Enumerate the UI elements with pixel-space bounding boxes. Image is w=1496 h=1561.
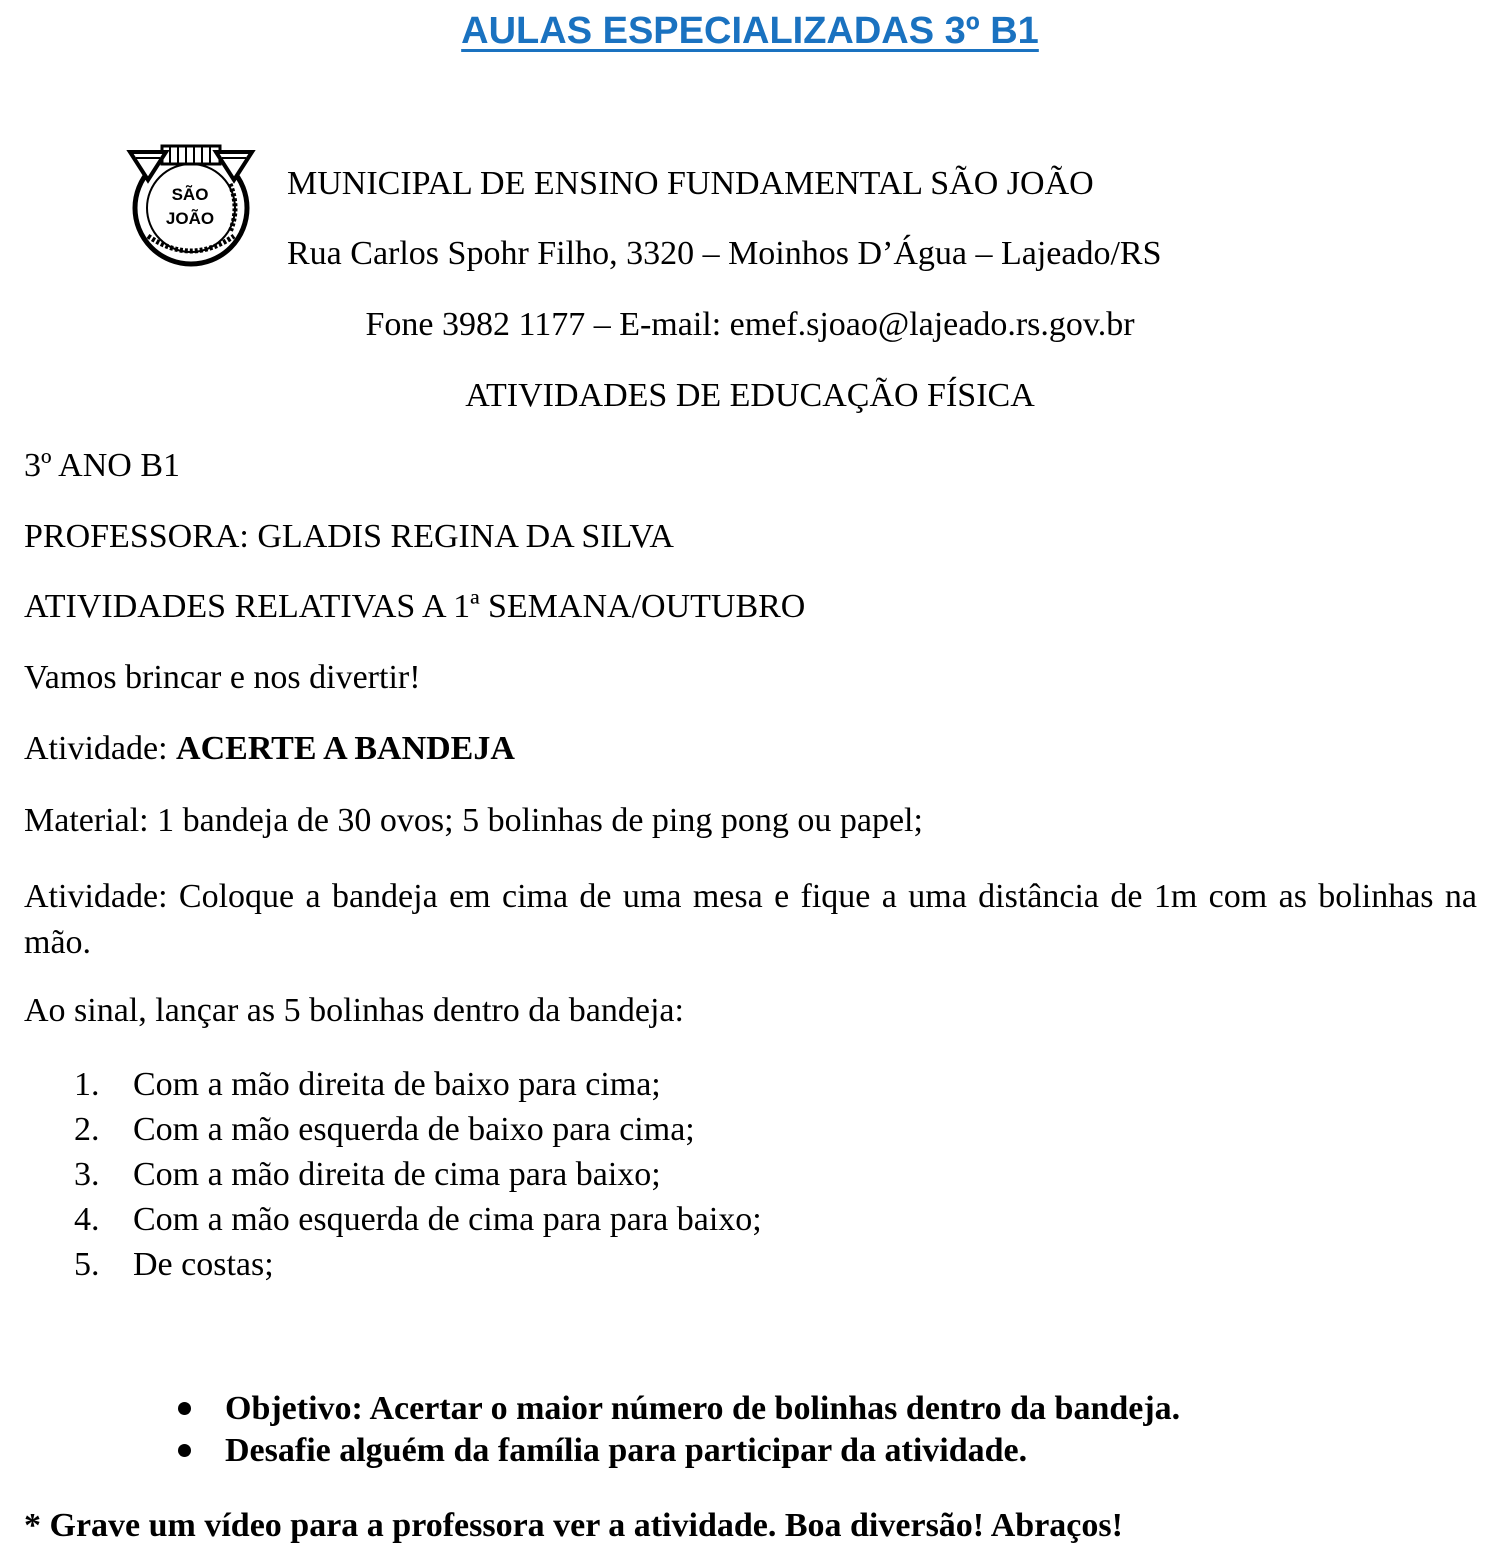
step-text: Com a mão direita de baixo para cima;	[133, 1066, 661, 1103]
logo-text-bottom: JOÃO	[165, 209, 215, 228]
material-line: Material: 1 bandeja de 30 ovos; 5 bolinhas de ping pong ou papel;	[24, 802, 923, 839]
intro-line: Vamos brincar e nos divertir!	[24, 659, 421, 696]
step-number: 2.	[74, 1111, 100, 1148]
goal-text: Objetivo: Acertar o maior número de bolinhas dentro da bandeja.	[225, 1390, 1181, 1427]
step-text: Com a mão direita de cima para baixo;	[133, 1156, 661, 1193]
teacher-line: PROFESSORA: GLADIS REGINA DA SILVA	[24, 518, 674, 555]
activity-name: ACERTE A BANDEJA	[176, 730, 515, 767]
activity-line	[24, 729, 515, 769]
school-contact: Fone 3982 1177 – E-mail: emef.sjoao@lajeado.rs.gov.br	[365, 306, 1135, 343]
section-title: ATIVIDADES DE EDUCAÇÃO FÍSICA	[465, 377, 1035, 414]
step-number: 1.	[74, 1066, 100, 1103]
footer-note: * Grave um vídeo para a professora ver a atividade. Boa diversão! Abraços!	[24, 1507, 1123, 1544]
step-text: Com a mão esquerda de cima para para baixo;	[133, 1201, 762, 1238]
instructions-paragraph: Atividade: Coloque a bandeja em cima de uma mesa e fique a uma distância de 1m com as bolinhas na mão.	[24, 878, 1477, 961]
bullet-icon	[178, 1444, 191, 1457]
step-number: 5.	[74, 1246, 100, 1283]
bullet-icon	[178, 1402, 191, 1415]
week-line: ATIVIDADES RELATIVAS A 1ª SEMANA/OUTUBRO	[24, 588, 806, 625]
school-address: Rua Carlos Spohr Filho, 3320 – Moinhos D’Água – Lajeado/RS	[287, 235, 1162, 272]
school-logo	[126, 140, 256, 270]
step-number: 4.	[74, 1201, 100, 1238]
grade-line: 3º ANO B1	[24, 447, 181, 484]
step-number: 3.	[74, 1156, 100, 1193]
logo-text-top: SÃO	[171, 185, 209, 204]
signal-line: Ao sinal, lançar as 5 bolinhas dentro da bandeja:	[24, 992, 684, 1029]
page-title: AULAS ESPECIALIZADAS 3º B1	[461, 10, 1039, 52]
step-text: De costas;	[133, 1246, 274, 1283]
step-text: Com a mão esquerda de baixo para cima;	[133, 1111, 695, 1148]
school-name: MUNICIPAL DE ENSINO FUNDAMENTAL SÃO JOÃO	[287, 165, 1094, 202]
goal-text: Desafie alguém da família para participar da atividade.	[225, 1432, 1028, 1469]
activity-label: Atividade:	[24, 730, 177, 767]
